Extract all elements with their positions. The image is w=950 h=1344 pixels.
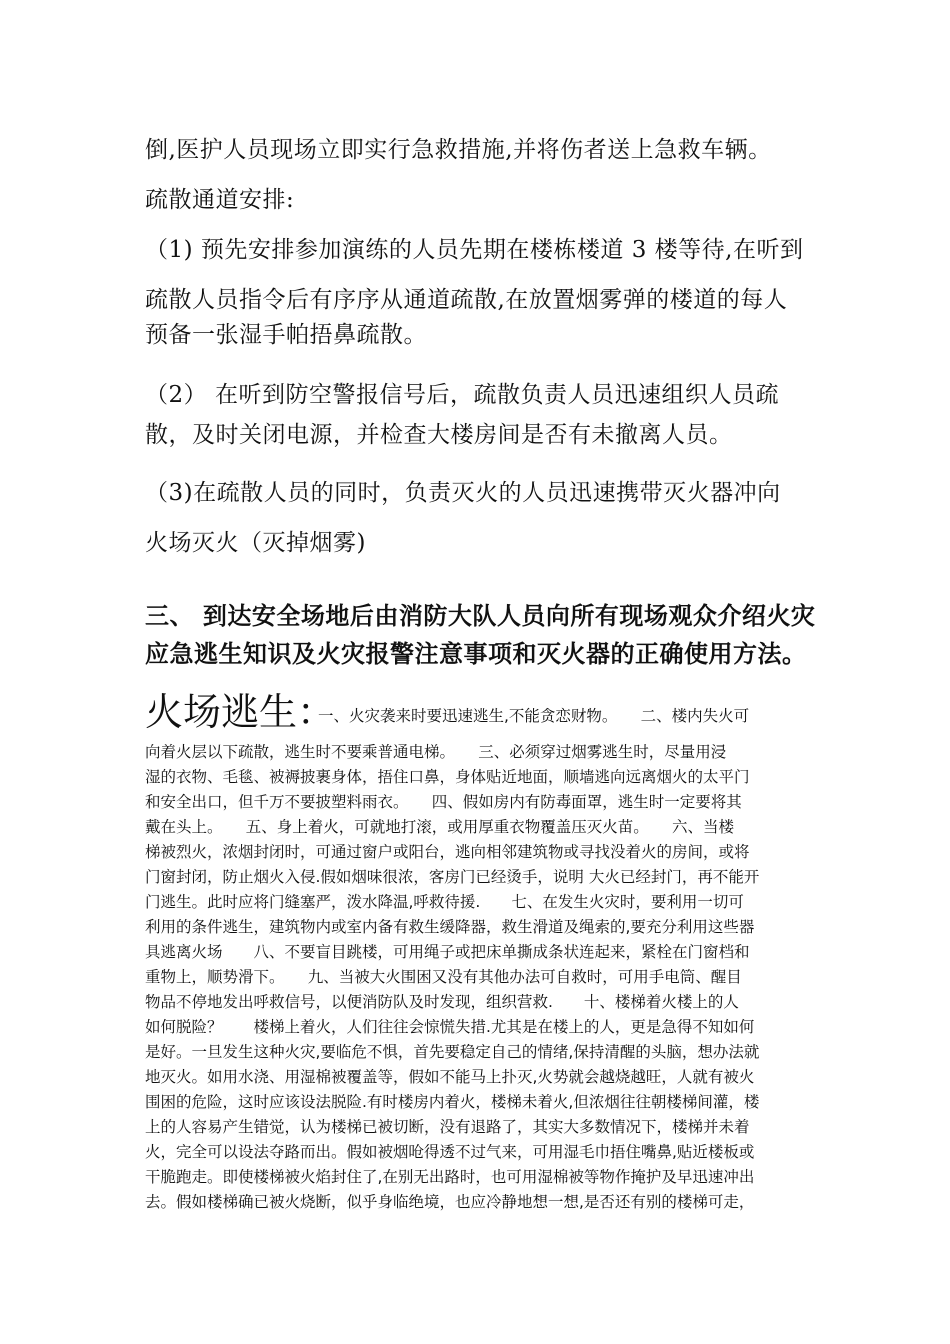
escape-text-line: 和安全出口，但千万不要披塑料雨衣。 四、假如房内有防毒面罩，逃生时一定要将其 xyxy=(145,793,742,811)
paragraph-line: （3)在疏散人员的同时，负责灭火的人员迅速携带灭火器冲向 xyxy=(145,480,781,506)
section-heading: 应急逃生知识及火灾报警注意事项和灭火器的正确使用方法。 xyxy=(145,640,807,668)
paragraph-line: 火场灭火（灭掉烟雾) xyxy=(145,530,366,556)
escape-text-line: 门逃生。此时应将门缝塞严，泼水降温,呼救待援. 七、在发生火灾时，要利用一切可 xyxy=(145,893,744,911)
escape-text-line: 干脆跑走。即使楼梯被火焰封住了,在别无出路时，也可用湿棉被等物作掩护及早迅速冲出 xyxy=(145,1168,755,1186)
escape-text-line: 火，完全可以设法夺路而出。假如被烟呛得透不过气来，可用湿毛巾捂住嘴鼻,贴近楼板或 xyxy=(145,1143,755,1161)
paragraph-line: 疏散人员指令后有序序从通道疏散,在放置烟雾弹的楼道的每人 xyxy=(145,287,788,313)
escape-text-line: 地灭火。如用水浇、用湿棉被覆盖等，假如不能马上扑灭,火势就会越烧越旺，人就有被火 xyxy=(145,1068,755,1086)
escape-text-line: 戴在头上。 五、身上着火，可就地打滚，或用厚重衣物覆盖压灭火苗。 六、当楼 xyxy=(145,818,735,836)
escape-text-line: 重物上，顺势滑下。 九、当被大火围困又没有其他办法可自救时，可用手电筒、醒目 xyxy=(145,968,742,986)
escape-title: 火场逃生： xyxy=(145,690,336,734)
escape-text-line: 物品不停地发出呼救信号，以便消防队及时发现，组织营救. 十、楼梯着火楼上的人 xyxy=(145,993,739,1011)
paragraph-line: （2） 在听到防空警报信号后，疏散负责人员迅速组织人员疏 xyxy=(145,382,779,408)
section-heading: 三、 到达安全场地后由消防大队人员向所有现场观众介绍火灾 xyxy=(145,602,816,630)
escape-text-line: 湿的衣物、毛毯、被褥披裹身体，捂住口鼻，身体贴近地面，顺墙逃向远离烟火的太平门 xyxy=(145,768,750,786)
section-label: 疏散通道安排: xyxy=(145,187,295,213)
escape-text-line: 是好。一旦发生这种火灾,要临危不惧，首先要稳定自己的情绪,保持清醒的头脑，想办法就 xyxy=(145,1043,760,1061)
paragraph-line: 散，及时关闭电源，并检查大楼房间是否有未撤离人员。 xyxy=(145,422,733,448)
escape-text-line: 利用的条件逃生，建筑物内或室内备有救生缓降器，救生滑道及绳索的,要充分利用这些器 xyxy=(145,918,755,936)
escape-text-line: 围困的危险，这时应该设法脱险.有时楼房内着火，楼梯未着火,但浓烟往往朝楼梯间灌，楼 xyxy=(145,1093,760,1111)
escape-text-line: 具逃离火场 八、不要盲目跳楼，可用绳子或把床单撕成条状连起来，紧栓在门窗档和 xyxy=(145,943,750,961)
paragraph-line: 倒,医护人员现场立即实行急救措施,并将伤者送上急救车辆。 xyxy=(145,137,772,163)
paragraph-line: 预备一张湿手帕捂鼻疏散。 xyxy=(145,322,427,348)
escape-text-line: 向着火层以下疏散，逃生时不要乘普通电梯。 三、必须穿过烟雾逃生时，尽量用浸 xyxy=(145,743,727,761)
paragraph-line: （1) 预先安排参加演练的人员先期在楼栋楼道 3 楼等待,在听到 xyxy=(145,237,804,263)
escape-text-line: 上的人容易产生错觉，认为楼梯已被切断，没有退路了，其实大多数情况下，楼梯并未着 xyxy=(145,1118,750,1136)
escape-text-line: 门窗封闭，防止烟火入侵.假如烟味很浓，客房门已经烫手，说明 大火已经封门，再不能开 xyxy=(145,868,760,886)
escape-text-line: 一、火灾袭来时要迅速逃生,不能贪恋财物。 二、楼内失火可 xyxy=(318,707,750,725)
escape-text-line: 梯被烈火，浓烟封闭时，可通过窗户或阳台，逃向相邻建筑物或寻找没着火的房间，或将 xyxy=(145,843,750,861)
escape-text-line: 如何脱险？ 楼梯上着火，人们往往会惊慌失措.尤其是在楼上的人，更是急得不知如何 xyxy=(145,1018,755,1036)
escape-text-line: 去。假如楼梯确已被火烧断，似乎身临绝境，也应冷静地想一想,是否还有别的楼梯可走， xyxy=(145,1193,755,1211)
